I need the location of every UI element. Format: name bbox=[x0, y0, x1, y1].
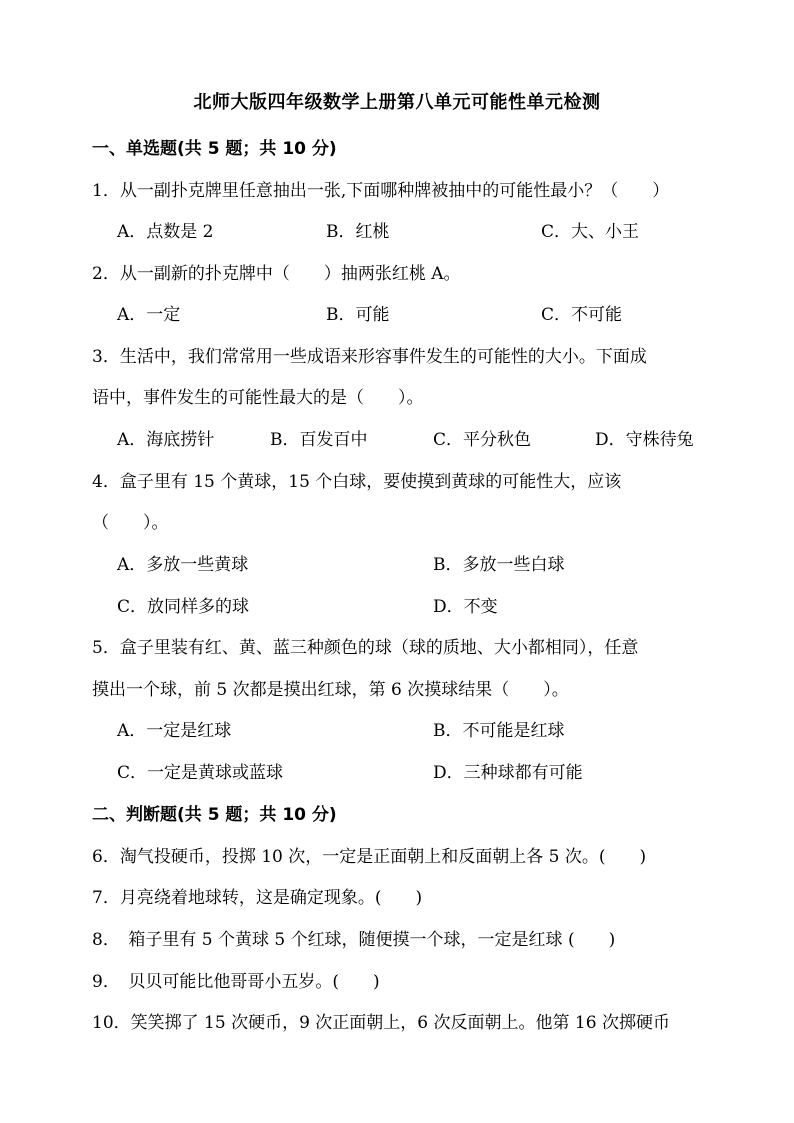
question-4-stem-line-2: （ ）。 bbox=[92, 513, 169, 533]
question-3-option-d: D．守株待兔 bbox=[595, 430, 694, 450]
question-4-option-d: D．不变 bbox=[433, 597, 498, 617]
question-5-option-b: B．不可能是红球 bbox=[433, 721, 565, 741]
question-3-option-c: C．平分秋色 bbox=[433, 430, 532, 450]
question-2-stem: 2．从一副新的扑克牌中（ ）抽两张红桃 A。 bbox=[92, 264, 461, 284]
question-5-option-c: C．一定是黄球或蓝球 bbox=[117, 763, 284, 783]
question-3-option-a: A．海底捞针 bbox=[117, 430, 215, 450]
question-7: 7．月亮绕着地球转，这是确定现象。( ) bbox=[92, 888, 423, 908]
question-4-stem-line-1: 4．盒子里有 15 个黄球，15 个白球，要使摸到黄球的可能性大，应该 bbox=[92, 472, 622, 492]
question-1-stem: 1．从一副扑克牌里任意抽出一张,下面哪种牌被抽中的可能性最小？（ ） bbox=[92, 181, 670, 201]
question-4-option-b: B．多放一些白球 bbox=[433, 555, 565, 575]
question-1-option-c: C．大、小王 bbox=[541, 222, 640, 242]
question-10: 10．笑笑掷了 15 次硬币，9 次正面朝上，6 次反面朝上。他第 16 次掷硬币 bbox=[92, 1013, 670, 1033]
question-2-option-b: B．可能 bbox=[326, 305, 390, 325]
question-5-stem-line-1: 5．盒子里装有红、黄、蓝三种颜色的球（球的质地、大小都相同），任意 bbox=[92, 638, 639, 658]
question-3-stem-line-2: 语中，事件发生的可能性最大的是（ ）。 bbox=[92, 388, 424, 408]
question-3-stem-line-1: 3．生活中，我们常常用一些成语来形容事件发生的可能性的大小。下面成 bbox=[92, 347, 647, 367]
question-2-option-c: C．不可能 bbox=[541, 305, 623, 325]
question-5-stem-line-2: 摸出一个球，前 5 次都是摸出红球，第 6 次摸球结果（ ）。 bbox=[92, 680, 569, 700]
question-2-option-a: A．一定 bbox=[117, 305, 181, 325]
question-4-option-a: A．多放一些黄球 bbox=[117, 555, 249, 575]
question-6: 6．淘气投硬币，投掷 10 次，一定是正面朝上和反面朝上各 5 次。( ) bbox=[92, 847, 647, 867]
question-4-option-c: C．放同样多的球 bbox=[117, 597, 250, 617]
section-heading-true-false: 二、判断题(共 5 题；共 10 分) bbox=[92, 805, 337, 825]
document-title: 北师大版四年级数学上册第八单元可能性单元检测 bbox=[193, 92, 601, 113]
section-heading-multiple-choice: 一、单选题(共 5 题；共 10 分) bbox=[92, 139, 337, 159]
question-1-option-b: B．红桃 bbox=[326, 222, 390, 242]
question-3-option-b: B．百发百中 bbox=[270, 430, 368, 450]
question-9: 9． 贝贝可能比他哥哥小五岁。( ) bbox=[92, 972, 380, 992]
question-5-option-d: D．三种球都有可能 bbox=[433, 763, 583, 783]
question-1-option-a: A．点数是 2 bbox=[117, 222, 214, 242]
question-8: 8． 箱子里有 5 个黄球 5 个红球，随便摸一个球，一定是红球 ( ) bbox=[92, 930, 616, 950]
question-5-option-a: A．一定是红球 bbox=[117, 721, 232, 741]
